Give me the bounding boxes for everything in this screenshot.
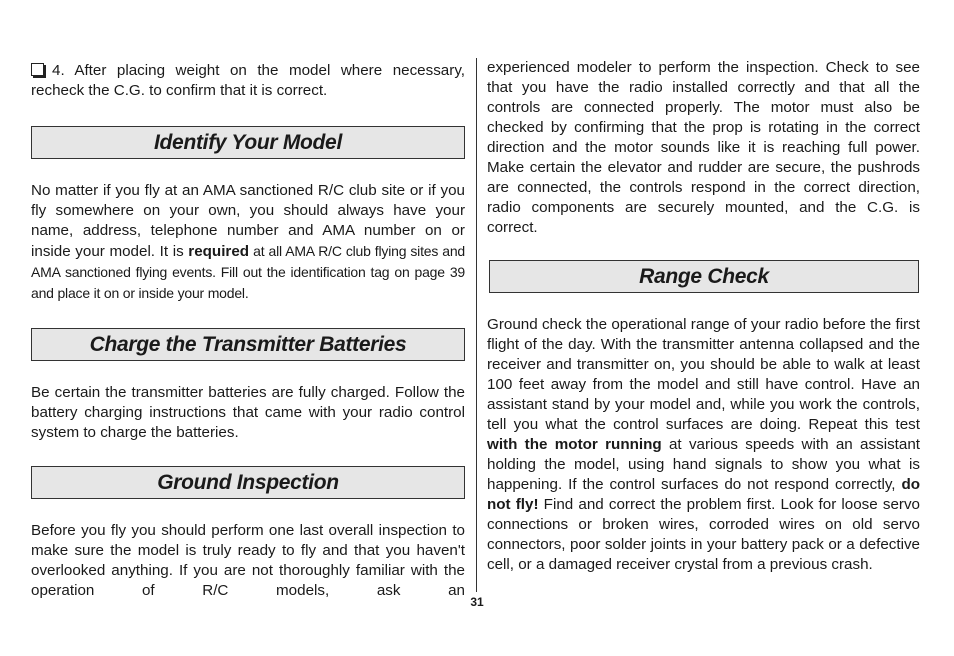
range-text-b: at various speeds with an assistant holding the model, using hand signals to show you what is happening. If the control surfaces do not respond correctly, [487,436,920,493]
range-text-a: Ground check the operational range of your radio before the first flight of the day. With the transmitter antenna collapsed and the receiver and transmitter on, you should be able to walk at least 100 feet away from the model and still have control. Have an assistant stand by your model and, while you work the controls, tell you what the control surfaces are doing. Repeat this test [487,316,920,433]
heading-range-check [489,260,919,293]
heading-text: Identify Your Model [154,130,342,154]
heading-charge-transmitter-batteries [31,328,465,361]
column-divider [476,58,477,592]
range-text-c: Find and correct the problem first. Look for loose servo connections or broken wires, corroded wires on old servo connectors, poor solder joints in your battery pack or a defective cell, or a damaged receiver crystal from a previous crash. [487,496,921,573]
page-number: 31 [470,595,484,609]
identify-paragraph [31,181,465,304]
charge-paragraph: Be certain the transmitter batteries are fully charged. Follow the battery charging instructions that came with your radio control system to charge the batteries. [31,384,465,441]
ground-paragraph: Before you fly you should perform one last overall inspection to make sure the model is truly ready to fly and that you haven't overlooked anything. If you are not thoroughly familiar with the operation of R/C models, ask an [31,522,465,599]
heading-identify-your-model [31,126,465,159]
range-bold-do-not-fly: do not fly! [487,476,920,513]
checkbox-icon[interactable] [31,63,44,76]
left-column [31,58,465,601]
range-bold-motor: with the motor running [487,436,662,453]
identify-required: required [188,243,250,260]
heading-ground-inspection [31,466,465,499]
step-4-paragraph [31,61,465,101]
identify-text-b: at all AMA R/C club flying sites and AMA sanctioned flying events. Fill out the identification tag on page 39 and place it on or inside your model. [31,243,465,301]
heading-text: Ground Inspection [157,470,339,494]
ground-continued-paragraph: experienced modeler to perform the inspection. Check to see that you have the radio installed correctly and that all the controls are connected properly. The motor must also be checked by confirming that the prop is rotating in the correct direction and the motor sounds like it is reaching full power. Make certain the elevator and rudder are secure, the pushrods are connected, the controls respond in the correct direction, radio components are securely mounted, and the C.G. is correct. [487,59,920,236]
range-paragraph [487,315,920,575]
heading-text: Range Check [639,264,769,288]
right-column [487,58,920,575]
step-4-text: 4. After placing weight on the model where necessary, recheck the C.G. to confirm that it is correct. [31,62,465,99]
identify-text-a: No matter if you fly at an AMA sanctioned R/C club site or if you fly somewhere on your own, you should always have your name, address, telephone number and AMA number on or inside your model. It is [31,182,465,260]
heading-text: Charge the Transmitter Batteries [89,332,407,356]
